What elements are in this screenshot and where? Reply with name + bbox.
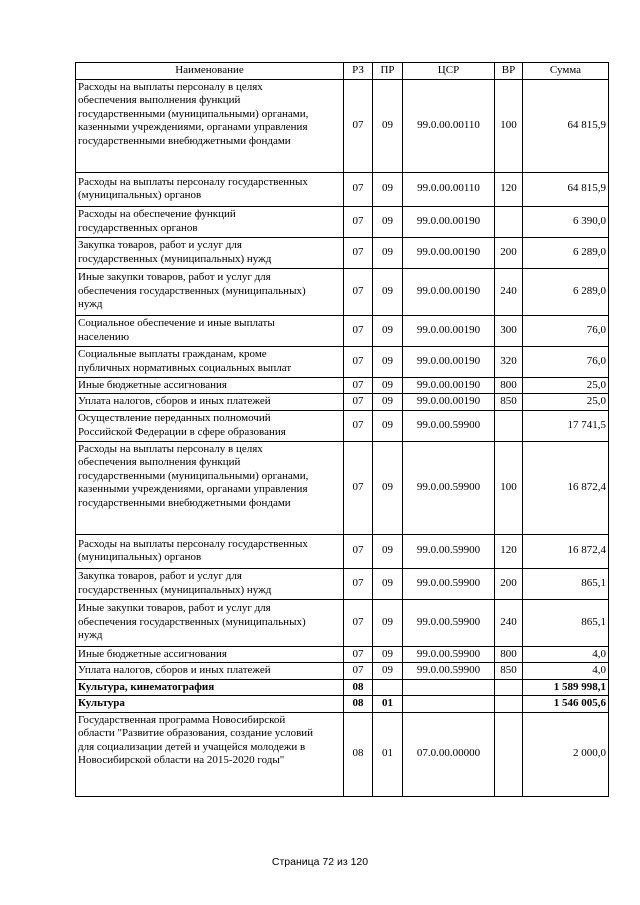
- row-name: Закупка товаров, работ и услуг для государственных (муниципальных) нужд: [76, 568, 344, 599]
- row-rz: 07: [344, 346, 373, 377]
- row-csr: 99.0.00.00190: [403, 315, 495, 346]
- row-rz: 08: [344, 679, 373, 696]
- table-row: [76, 346, 609, 377]
- row-rz: 07: [344, 79, 373, 172]
- row-csr: 99.0.00.59900: [403, 646, 495, 663]
- row-vr: 800: [495, 377, 523, 394]
- table-row: [76, 268, 609, 315]
- row-vr: 320: [495, 346, 523, 377]
- row-sum: 6 289,0: [523, 268, 609, 315]
- row-name: Иные бюджетные ассигнования: [76, 377, 344, 394]
- row-rz: 07: [344, 268, 373, 315]
- table-header-row: [76, 63, 609, 80]
- row-vr: 850: [495, 394, 523, 411]
- row-pr: 01: [373, 696, 403, 713]
- row-sum: 64 815,9: [523, 172, 609, 206]
- row-name: Расходы на обеспечение функций государственных органов: [76, 206, 344, 237]
- row-pr: 09: [373, 534, 403, 568]
- row-name: Расходы на выплаты персоналу в целях обеспечения выполнения функций государственными (муниципальными) органами, казенными учреждениями, органами управления государственными внебюджетными фондами: [76, 79, 344, 172]
- row-pr: 09: [373, 268, 403, 315]
- row-pr: 09: [373, 599, 403, 646]
- row-name: Культура, кинематография: [76, 679, 344, 696]
- table-row: [76, 237, 609, 268]
- table-row: [76, 646, 609, 663]
- row-csr: 99.0.00.00190: [403, 394, 495, 411]
- table-row: [76, 172, 609, 206]
- row-csr: 99.0.00.00190: [403, 268, 495, 315]
- header-csr: ЦСР: [403, 63, 495, 80]
- page-number: Страница 72 из 120: [271, 856, 369, 868]
- row-rz: 07: [344, 441, 373, 534]
- row-sum: 4,0: [523, 646, 609, 663]
- row-pr: 09: [373, 237, 403, 268]
- row-vr: 100: [495, 79, 523, 172]
- row-sum: 16 872,4: [523, 441, 609, 534]
- row-rz: 07: [344, 237, 373, 268]
- row-csr: [403, 696, 495, 713]
- table-row: [76, 568, 609, 599]
- row-sum: 1 546 005,6: [523, 696, 609, 713]
- table-row: [76, 712, 609, 796]
- row-sum: 865,1: [523, 568, 609, 599]
- row-rz: 07: [344, 410, 373, 441]
- row-csr: 99.0.00.59900: [403, 410, 495, 441]
- row-name: Расходы на выплаты персоналу государственных (муниципальных) органов: [76, 172, 344, 206]
- row-rz: 07: [344, 663, 373, 680]
- row-pr: 09: [373, 315, 403, 346]
- row-sum: 4,0: [523, 663, 609, 680]
- row-name: Социальные выплаты гражданам, кроме публичных нормативных социальных выплат: [76, 346, 344, 377]
- row-csr: 99.0.00.59900: [403, 663, 495, 680]
- row-rz: 07: [344, 568, 373, 599]
- row-vr: 120: [495, 534, 523, 568]
- row-csr: 99.0.00.59900: [403, 441, 495, 534]
- row-name: Культура: [76, 696, 344, 713]
- table-row: [76, 441, 609, 534]
- row-vr: 240: [495, 268, 523, 315]
- row-pr: 09: [373, 377, 403, 394]
- row-csr: 99.0.00.59900: [403, 534, 495, 568]
- row-vr: 200: [495, 237, 523, 268]
- row-rz: 07: [344, 646, 373, 663]
- row-csr: 99.0.00.00190: [403, 377, 495, 394]
- table-row: [76, 79, 609, 172]
- row-rz: 07: [344, 206, 373, 237]
- row-pr: 09: [373, 206, 403, 237]
- table-row: [76, 534, 609, 568]
- table-row: [76, 206, 609, 237]
- row-name: Расходы на выплаты персоналу государственных (муниципальных) органов: [76, 534, 344, 568]
- row-csr: 07.0.00.00000: [403, 712, 495, 796]
- header-pr: ПР: [373, 63, 403, 80]
- row-rz: 07: [344, 172, 373, 206]
- row-name: Иные бюджетные ассигнования: [76, 646, 344, 663]
- row-rz: 07: [344, 377, 373, 394]
- row-sum: 76,0: [523, 346, 609, 377]
- row-name: Уплата налогов, сборов и иных платежей: [76, 663, 344, 680]
- row-name: Иные закупки товаров, работ и услуг для обеспечения государственных (муниципальных) нужд: [76, 599, 344, 646]
- header-name: Наименование: [76, 63, 344, 80]
- row-pr: 09: [373, 663, 403, 680]
- row-vr: 800: [495, 646, 523, 663]
- row-csr: 99.0.00.00190: [403, 346, 495, 377]
- row-sum: 17 741,5: [523, 410, 609, 441]
- row-csr: 99.0.00.00190: [403, 206, 495, 237]
- row-vr: [495, 712, 523, 796]
- row-sum: 865,1: [523, 599, 609, 646]
- row-csr: 99.0.00.00110: [403, 79, 495, 172]
- row-pr: [373, 679, 403, 696]
- row-vr: 300: [495, 315, 523, 346]
- row-csr: [403, 679, 495, 696]
- row-sum: 25,0: [523, 394, 609, 411]
- row-csr: 99.0.00.00190: [403, 237, 495, 268]
- row-csr: 99.0.00.59900: [403, 599, 495, 646]
- table-row: [76, 394, 609, 411]
- header-vr: ВР: [495, 63, 523, 80]
- row-pr: 09: [373, 172, 403, 206]
- row-pr: 09: [373, 410, 403, 441]
- row-vr: 200: [495, 568, 523, 599]
- table-row: [76, 599, 609, 646]
- row-name: Закупка товаров, работ и услуг для государственных (муниципальных) нужд: [76, 237, 344, 268]
- row-rz: 08: [344, 712, 373, 796]
- row-vr: [495, 410, 523, 441]
- row-pr: 09: [373, 346, 403, 377]
- row-vr: [495, 679, 523, 696]
- row-vr: [495, 206, 523, 237]
- header-sum: Сумма: [523, 63, 609, 80]
- row-pr: 09: [373, 568, 403, 599]
- header-rz: РЗ: [344, 63, 373, 80]
- table-row: [76, 315, 609, 346]
- table-row: [76, 377, 609, 394]
- row-sum: 6 289,0: [523, 237, 609, 268]
- row-vr: [495, 696, 523, 713]
- row-sum: 2 000,0: [523, 712, 609, 796]
- row-vr: 100: [495, 441, 523, 534]
- row-pr: 09: [373, 646, 403, 663]
- row-rz: 07: [344, 599, 373, 646]
- row-pr: 09: [373, 79, 403, 172]
- row-name: Государственная программа Новосибирской области "Развитие образования, создание условий для социализации детей и учащейся молодежи в Новосибирской области на 2015-2020 годы": [76, 712, 344, 796]
- row-rz: 07: [344, 534, 373, 568]
- row-name: Расходы на выплаты персоналу в целях обеспечения выполнения функций государственными (муниципальными) органами, казенными учреждениями, органами управления государственными внебюджетными фондами: [76, 441, 344, 534]
- row-sum: 25,0: [523, 377, 609, 394]
- row-vr: 240: [495, 599, 523, 646]
- row-pr: 09: [373, 441, 403, 534]
- row-vr: 120: [495, 172, 523, 206]
- row-name: Социальное обеспечение и иные выплаты населению: [76, 315, 344, 346]
- table-body: [76, 79, 609, 796]
- budget-table: [75, 62, 609, 797]
- row-pr: 01: [373, 712, 403, 796]
- table-row: [76, 663, 609, 680]
- row-sum: 16 872,4: [523, 534, 609, 568]
- row-sum: 64 815,9: [523, 79, 609, 172]
- row-vr: 850: [495, 663, 523, 680]
- row-sum: 1 589 998,1: [523, 679, 609, 696]
- row-pr: 09: [373, 394, 403, 411]
- row-sum: 76,0: [523, 315, 609, 346]
- table-row: [76, 696, 609, 713]
- row-name: Осуществление переданных полномочий Российской Федерации в сфере образования: [76, 410, 344, 441]
- row-name: Иные закупки товаров, работ и услуг для обеспечения государственных (муниципальных) нужд: [76, 268, 344, 315]
- row-rz: 07: [344, 394, 373, 411]
- row-sum: 6 390,0: [523, 206, 609, 237]
- row-name: Уплата налогов, сборов и иных платежей: [76, 394, 344, 411]
- table-row: [76, 679, 609, 696]
- row-rz: 08: [344, 696, 373, 713]
- row-rz: 07: [344, 315, 373, 346]
- table-row: [76, 410, 609, 441]
- row-csr: 99.0.00.00110: [403, 172, 495, 206]
- row-csr: 99.0.00.59900: [403, 568, 495, 599]
